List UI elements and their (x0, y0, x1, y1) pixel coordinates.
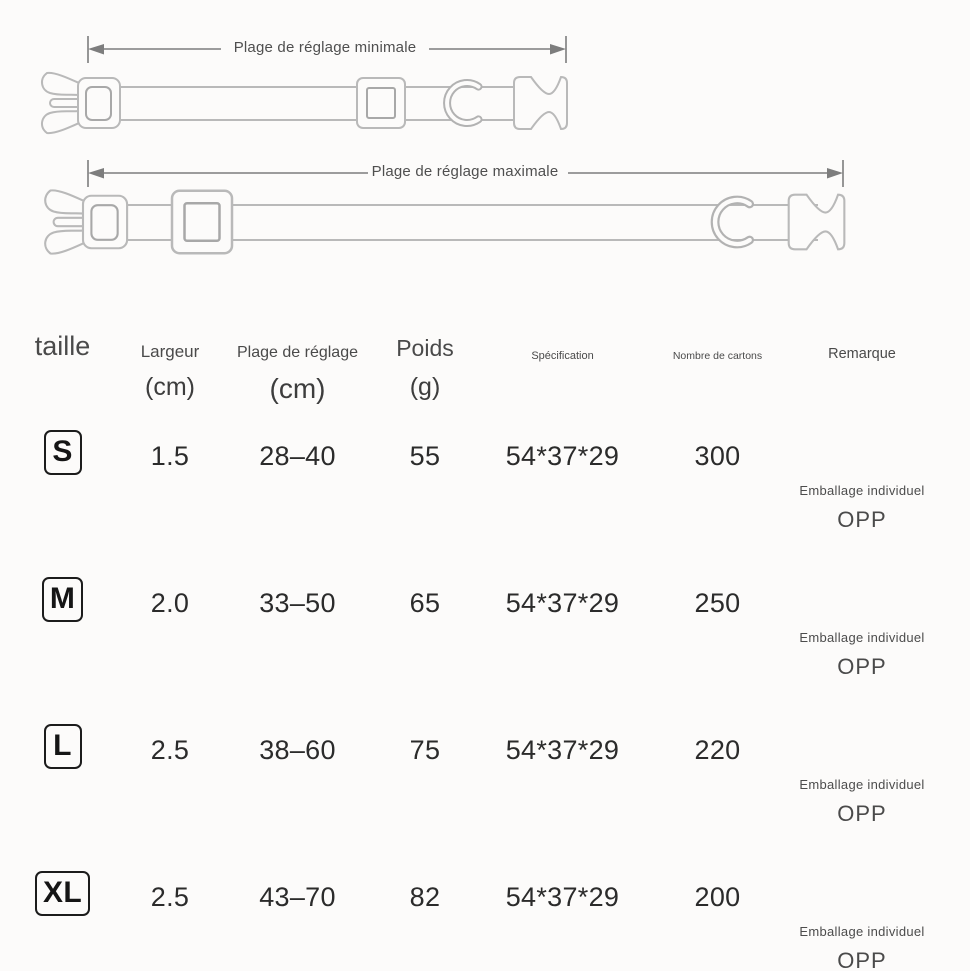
header-width: Largeur (140, 342, 200, 361)
buckle-male (42, 73, 120, 133)
width-value: 2.0 (150, 588, 190, 618)
header-width-unit: (cm) (145, 373, 195, 401)
header-weight-unit: (g) (409, 373, 441, 401)
remark-value (790, 866, 970, 971)
range-value: 43–70 (259, 882, 336, 912)
collar-strap (120, 87, 516, 120)
table-row-s (0, 425, 970, 572)
table-row-m (0, 572, 970, 719)
table-header-row (0, 330, 970, 425)
dimension-label-maximal: Plage de réglage maximale (371, 163, 559, 180)
cartons-value: 220 (694, 735, 741, 765)
spec-value: 54*37*29 (505, 882, 620, 912)
weight-value: 55 (409, 441, 441, 471)
size-badge: S (44, 430, 82, 475)
dimension-label-minimal: Plage de réglage minimale (233, 39, 417, 56)
d-ring (447, 83, 478, 123)
buckle-female (789, 195, 845, 250)
table-row-xl (0, 866, 970, 971)
remark-value (790, 425, 970, 572)
remark-line2: OPP (837, 800, 887, 826)
weight-value: 75 (409, 735, 441, 765)
weight-value: 82 (409, 882, 441, 912)
header-size: taille (34, 331, 91, 361)
remark-line1: Emballage individuel (799, 776, 925, 792)
collar-diagrams (0, 0, 970, 300)
buckle-male (45, 190, 127, 253)
header-remark: Remarque (828, 346, 896, 362)
remark-line1: Emballage individuel (799, 482, 925, 498)
header-weight: Poids (396, 335, 454, 361)
remark-value (790, 572, 970, 719)
d-ring (715, 200, 750, 244)
remark-line2: OPP (837, 506, 887, 532)
range-value: 28–40 (259, 441, 336, 471)
remark-line1: Emballage individuel (799, 629, 925, 645)
remark-line2: OPP (837, 947, 887, 971)
header-range: Plage de réglage (237, 344, 358, 361)
cartons-value: 200 (694, 882, 741, 912)
table-row-l (0, 719, 970, 866)
header-spec: Spécification (531, 350, 594, 362)
remark-value (790, 719, 970, 866)
cartons-value: 300 (694, 441, 741, 471)
weight-value: 65 (409, 588, 441, 618)
cartons-value: 250 (694, 588, 741, 618)
spec-value: 54*37*29 (505, 588, 620, 618)
spec-value: 54*37*29 (505, 735, 620, 765)
size-table (0, 330, 970, 971)
buckle-female (514, 77, 567, 129)
range-value: 38–60 (259, 735, 336, 765)
size-badge: XL (35, 871, 90, 916)
width-value: 2.5 (150, 735, 190, 765)
width-value: 2.5 (150, 882, 190, 912)
range-value: 33–50 (259, 588, 336, 618)
header-cartons: Nombre de cartons (672, 350, 763, 362)
size-badge: L (44, 724, 82, 769)
header-range-unit: (cm) (269, 373, 326, 404)
remark-line2: OPP (837, 653, 887, 679)
size-badge: M (42, 577, 83, 622)
strap-slider (172, 191, 232, 254)
width-value: 1.5 (150, 441, 190, 471)
spec-value: 54*37*29 (505, 441, 620, 471)
remark-line1: Emballage individuel (799, 923, 925, 939)
strap-slider (357, 78, 405, 128)
